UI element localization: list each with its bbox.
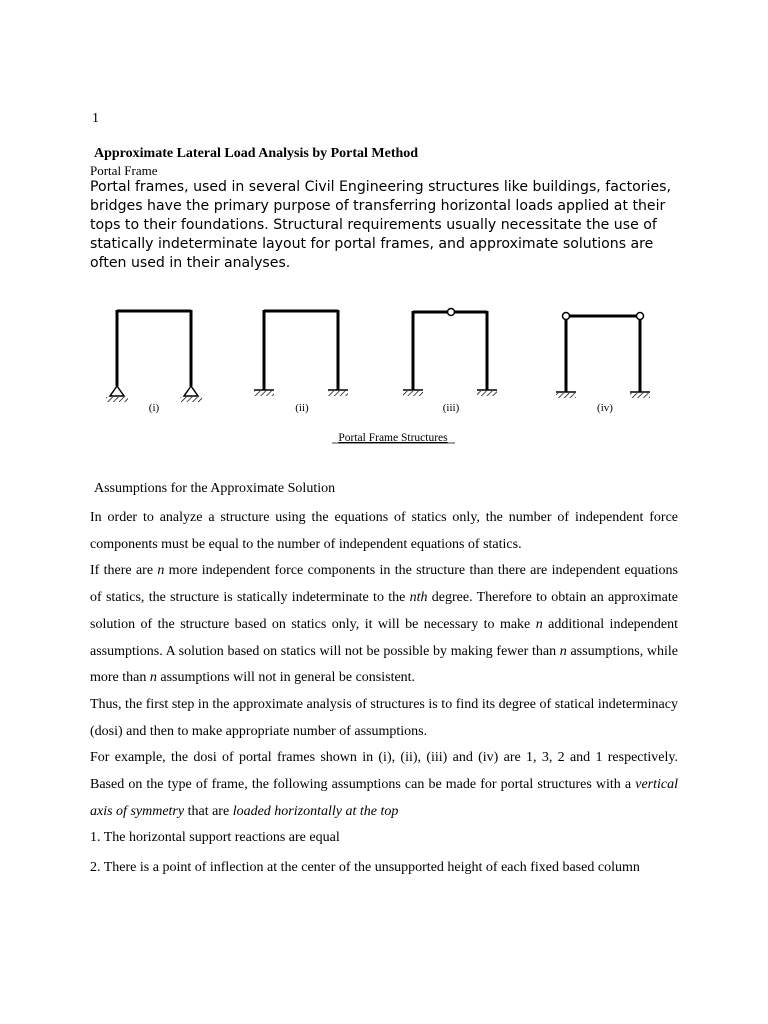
intro-line: tops to their foundations. Structural requirements usually necessitate the use of [90,217,657,233]
portal-frame-i [106,310,202,402]
portal-frame-ii [254,310,348,396]
portal-frame-iv [556,313,650,399]
paragraph-first-step: Thus, the first step in the approximate analysis of structures is to find its degree of statical indeterminacy (dosi) and then to make appropriate number of assumptions. [90,696,678,739]
portal-frames-figure [0,290,768,450]
frame-label-ii: (ii) [295,402,309,414]
intro-line: statically indeterminate layout for portal frames, and approximate solutions are [90,236,654,252]
paragraph-example: For example, the dosi of portal frames shown in (i), (ii), (iii) and (iv) are 1, 3, 2 and 1 respectively. Based on the type of frame, the following assumptions can be made for portal structures with a vertical axis of symmetry that are loaded horizontally at the top [90,750,678,819]
frame-label-iii: (iii) [442,402,460,414]
intro-line: bridges have the primary purpose of transferring horizontal loads applied at their [90,198,666,214]
assumption-item-2: 2. There is a point of inflection at the center of the unsupported height of each fixed based column [90,860,640,876]
intro-line: often used in their analyses. [90,255,291,271]
section-subtitle: Portal Frame [90,163,158,178]
portal-frame-iii [403,309,497,397]
document-title: Approximate Lateral Load Analysis by Portal Method [94,146,419,161]
intro-paragraph [90,178,680,273]
frame-label-i: (i) [148,402,160,414]
assumption-item-1: 1. The horizontal support reactions are equal [90,830,340,846]
body-text [90,505,678,882]
paragraph-equations: In order to analyze a structure using the equations of statics only, the number of independent force components must be equal to the number of independent equations of statics. [90,510,678,552]
page-number: 1 [92,111,99,126]
assumptions-heading: Assumptions for the Approximate Solution [94,481,336,496]
figure-caption: Portal Frame Structures [338,432,448,444]
intro-line: Portal frames, used in several Civil Engineering structures like buildings, factories, [90,179,671,195]
frame-label-iv: (iv) [597,402,613,414]
paragraph-indeterminacy: If there are n more independent force components in the structure than there are independent equations of statics, the structure is statically indeterminate to the nth degree. Therefore to obtain an approximate solution of the structure based on statics only, it will be necessary to make n additional independent assumptions. A solution based on statics will not be possible by making fewer than n assumptions, while more than n assumptions will not in general be consistent. [90,563,678,686]
